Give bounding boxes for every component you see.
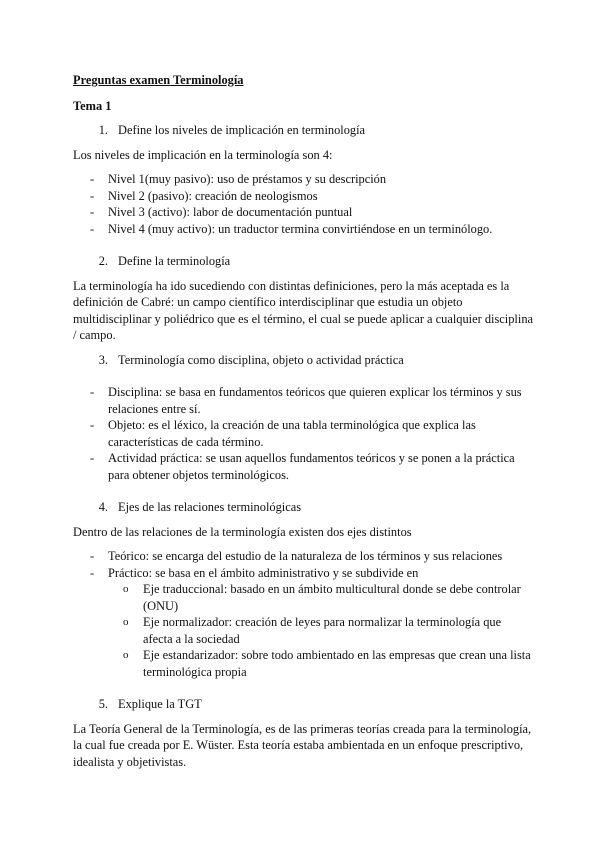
question-2 [73,253,533,270]
sub-list-item: o Eje traduccional: basado en un ámbito multicultural donde se debe controlar (ONU) [123,582,521,613]
question-4 [73,499,533,516]
dash-bullet: - [90,418,95,432]
dash-bullet: - [90,385,95,399]
list-item: - Nivel 1(muy pasivo): uso de préstamos y su descripción [90,172,387,186]
circle-bullet: o [123,616,129,628]
answer-list [73,384,533,483]
list-item: - Nivel 3 (activo): labor de documentación puntual [90,205,353,219]
answer-intro: Dentro de las relaciones de la terminología existen dos ejes distintos [73,524,412,539]
dash-bullet: - [90,188,95,203]
dash-bullet: - [90,172,95,186]
question-number: 5. [98,697,108,711]
dash-bullet: - [90,205,95,219]
sub-list-item: o Eje estandarizador: sobre todo ambientado en las empresas que crean una lista terminológica propia [123,648,531,679]
list-item: - Objeto: es el léxico, la creación de una tabla terminológica que explica las características de cada término. [90,418,476,449]
answer-list [73,171,533,237]
question-number: 3. [98,352,108,367]
question-text: Terminología como disciplina, objeto o actividad práctica [118,352,404,367]
question-3 [73,352,533,369]
answer-list [73,548,533,680]
sub-list [108,581,533,680]
question-text: Explique la TGT [118,697,202,711]
question-text: Define los niveles de implicación en terminología [118,123,366,137]
answer-paragraph: La terminología ha ido sucediendo con distintas definiciones, pero la más aceptada es la definición de Cabré: un campo científico interdisciplinar que estudia un objeto multidisciplinar y poliédrico que es el término, el cual se puede aplicar a cualquier disciplina / campo. [73,278,534,342]
question-number: 2. [98,254,108,268]
dash-bullet: - [90,549,95,563]
list-item: - Nivel 4 (muy activo): un traductor termina convirtiéndose en un terminólogo. [90,221,493,236]
dash-bullet: - [90,451,95,465]
list-item: - Práctico: se basa en el ámbito administrativo y se subdivide en o Eje traduccional: basado en un ámbito multicultural donde se debe controlar (ONU) o Eje normalizador: creación de leyes para normalizar la terminología que afecta a la sociedad o Eje estandarizador: sobre todo ambientado en las empresas que crean una lista terminológica propia [73,565,533,681]
question-text: Define la terminología [118,254,231,268]
list-item: - Actividad práctica: se usan aquellos fundamentos teóricos y se ponen a la práctica para obtener objetos terminológicos. [90,451,515,482]
document-body [73,72,533,778]
list-item: - Teórico: se encarga del estudio de la naturaleza de los términos y sus relaciones [90,549,503,563]
dash-bullet: - [90,221,95,236]
circle-bullet: o [123,649,129,661]
answer-intro: Los niveles de implicación en la terminología son 4: [73,147,333,162]
list-item: - Disciplina: se basa en fundamentos teóricos que quieren explicar los términos y sus relaciones entre sí. [90,385,522,416]
sub-list-item: o Eje normalizador: creación de leyes para normalizar la terminología que afecta a la sociedad [123,615,502,646]
dash-bullet: - [90,565,95,580]
list-item: - Nivel 2 (pasivo): creación de neologismos [90,188,318,203]
section-heading: Tema 1 [73,98,112,113]
question-1 [73,122,533,139]
question-number: 1. [98,123,108,137]
answer-paragraph: La Teoría General de la Terminología, es de las primeras teorías creada para la terminología, la cual fue creada por E. Wüster. Esta teoría estaba ambientada en un enfoque prescriptivo, idealista y objetivistas. [73,721,532,769]
question-number: 4. [98,500,108,514]
question-text: Ejes de las relaciones terminológicas [118,500,302,514]
document-title: Preguntas examen Terminología [73,73,244,87]
question-5 [73,696,533,713]
circle-bullet: o [123,583,129,595]
